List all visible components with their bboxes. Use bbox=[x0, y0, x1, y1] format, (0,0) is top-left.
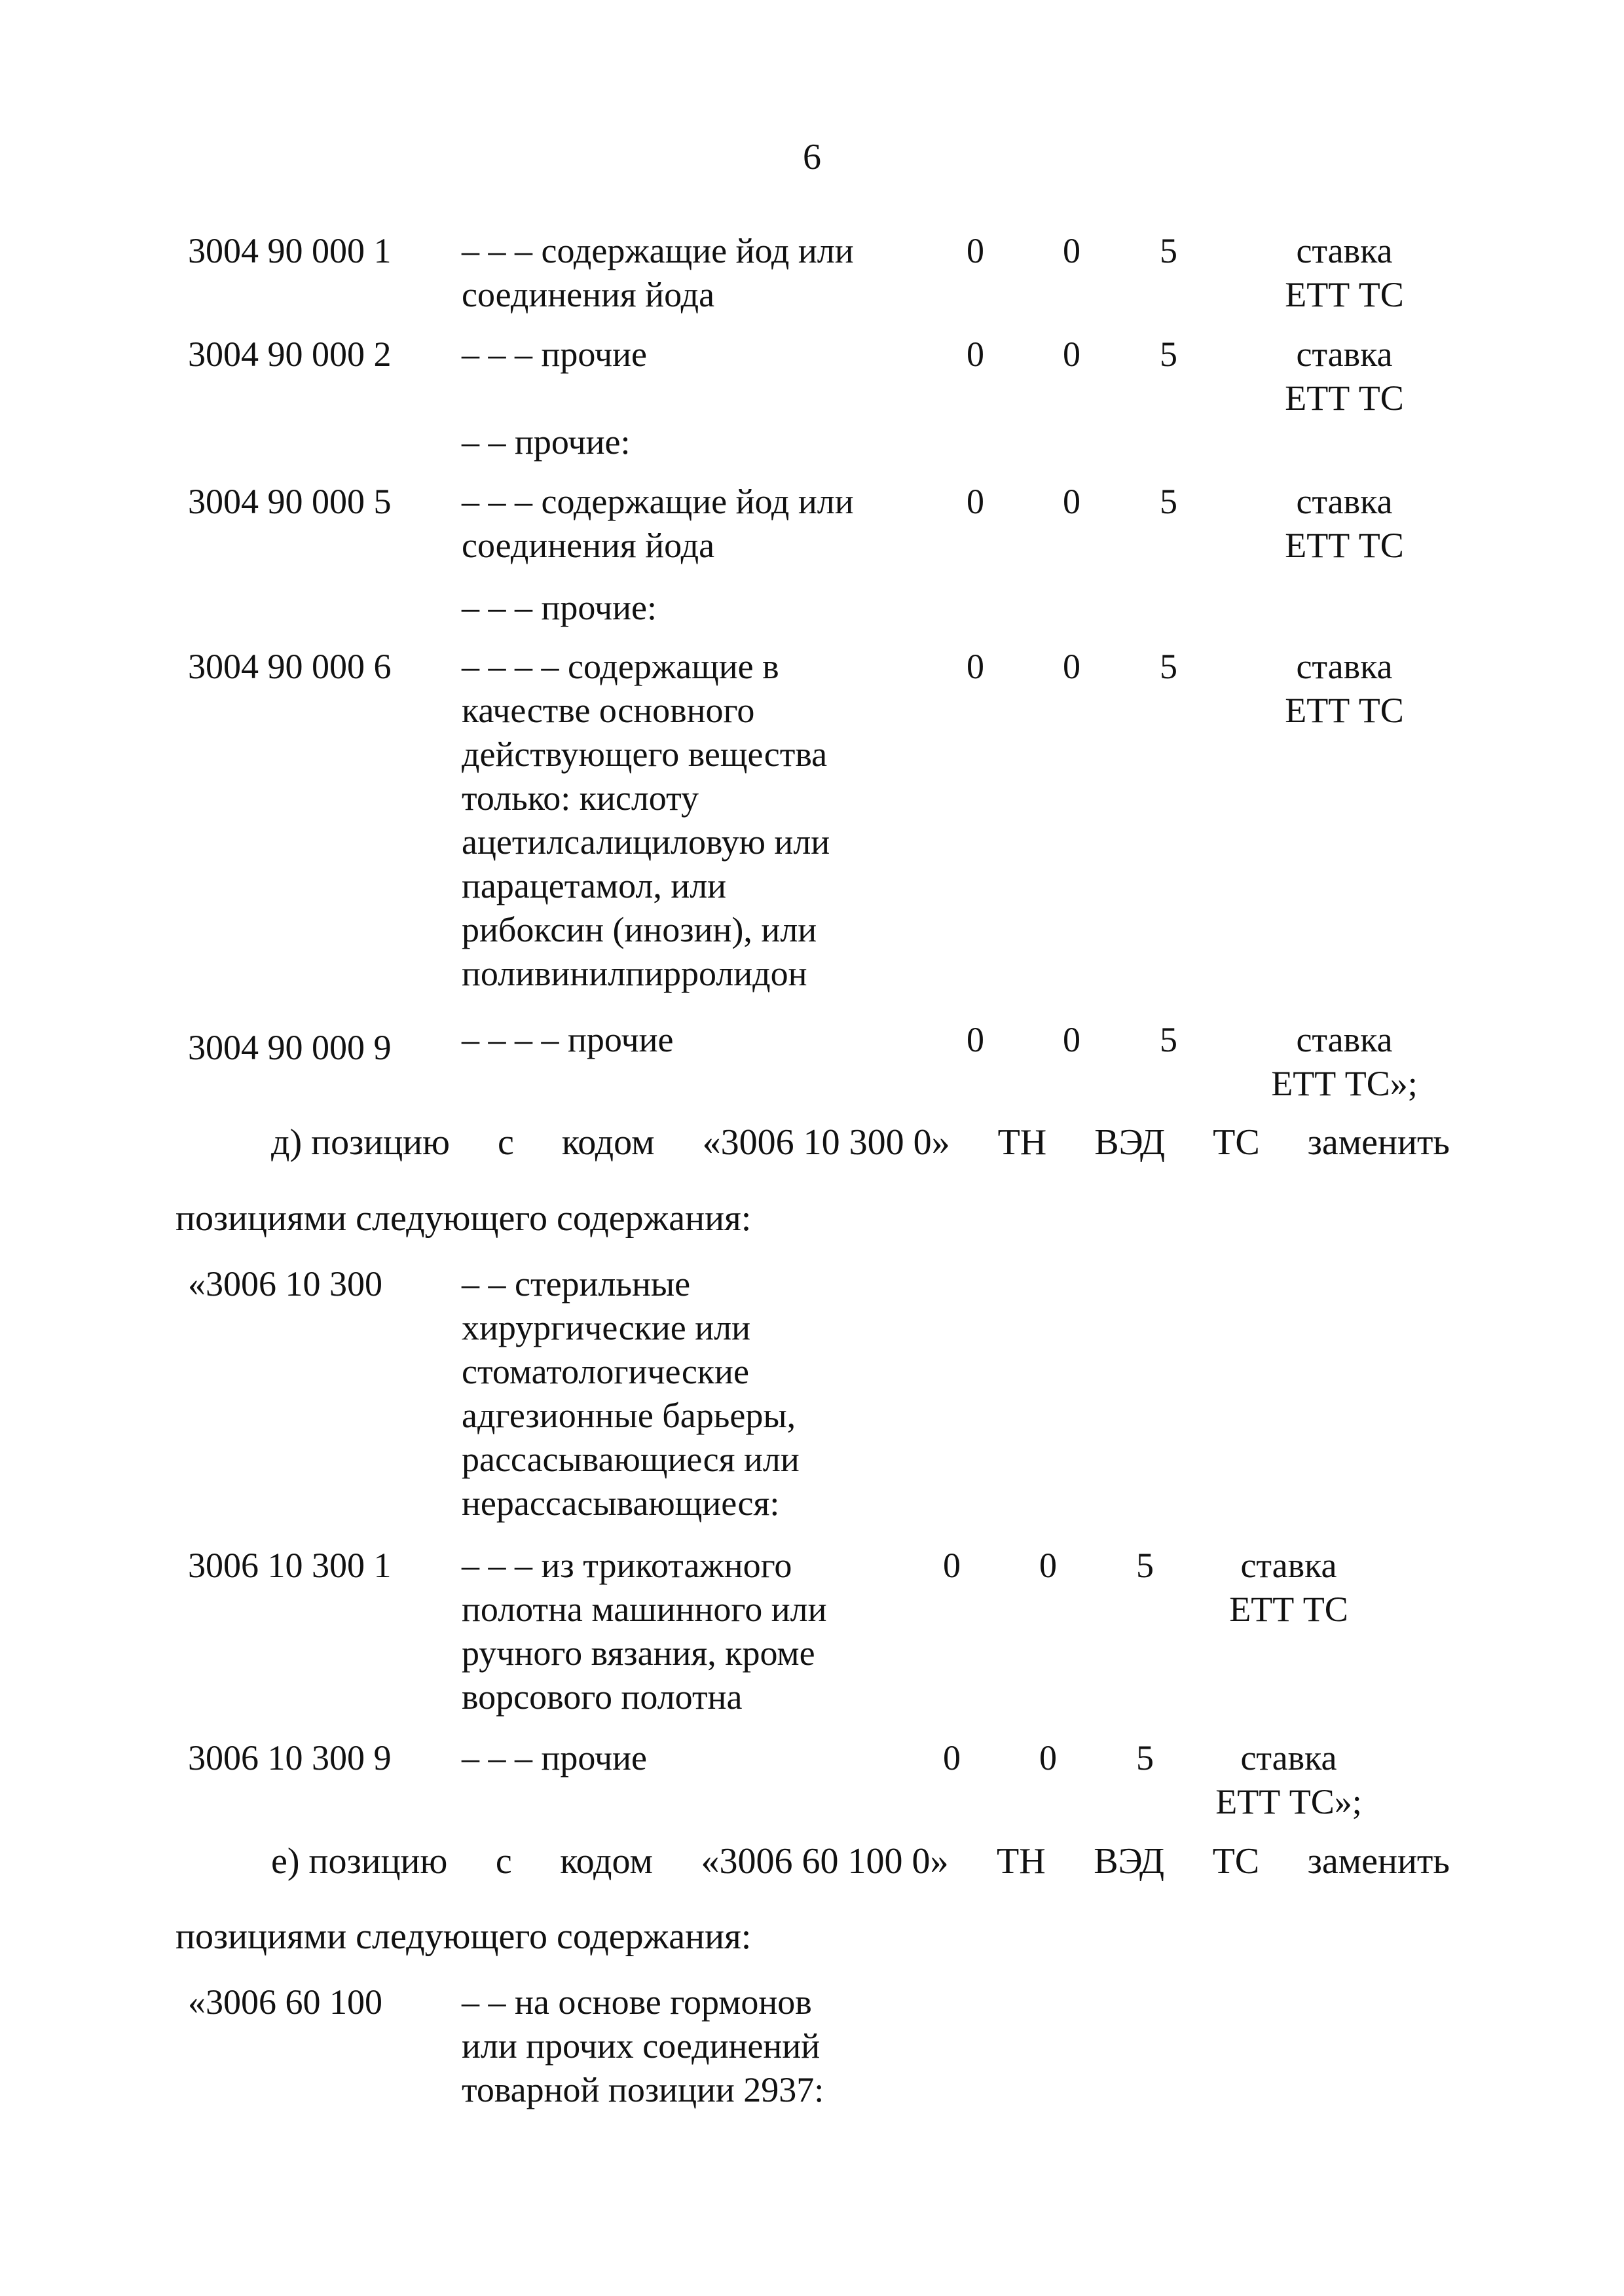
duty-column-2: 0 bbox=[1063, 231, 1080, 270]
goods-description: – – – содержащие йод или соединения йода bbox=[462, 482, 854, 565]
tariff-code: 3004 90 000 2 bbox=[188, 335, 392, 374]
goods-description: – – прочие: bbox=[462, 422, 631, 462]
duty-column-3: 5 bbox=[1136, 1738, 1154, 1777]
amendment-paragraph-d: д) позицию с кодом «3006 10 300 0» ТН ВЭД ТС заменить bbox=[271, 1122, 1450, 1163]
amendment-paragraph-e: е) позицию с кодом «3006 60 100 0» ТН ВЭД ТС заменить bbox=[271, 1841, 1450, 1882]
rate-cell: ставка ЕТТ ТС bbox=[1285, 335, 1404, 418]
goods-description: – – – прочие bbox=[462, 1738, 648, 1777]
tariff-code: «3006 10 300 bbox=[188, 1264, 382, 1303]
rate-cell: ставка ЕТТ ТС bbox=[1285, 482, 1404, 565]
rate-cell: ставка ЕТТ ТС bbox=[1285, 647, 1404, 730]
amendment-paragraph-e-continuation: позициями следующего содержания: bbox=[175, 1916, 752, 1957]
duty-column-1: 0 bbox=[967, 1020, 984, 1059]
duty-column-2: 0 bbox=[1039, 1738, 1057, 1777]
page-number: 6 bbox=[803, 137, 821, 177]
tariff-code: 3004 90 000 9 bbox=[188, 1028, 392, 1067]
duty-column-1: 0 bbox=[967, 335, 984, 374]
duty-column-2: 0 bbox=[1063, 647, 1080, 686]
duty-column-2: 0 bbox=[1063, 1020, 1080, 1059]
duty-column-1: 0 bbox=[967, 647, 984, 686]
amendment-paragraph-d-continuation: позициями следующего содержания: bbox=[175, 1198, 752, 1239]
duty-column-3: 5 bbox=[1160, 482, 1177, 521]
goods-description: – – – содержащие йод или соединения йода bbox=[462, 231, 854, 314]
tariff-code: 3004 90 000 1 bbox=[188, 231, 392, 270]
rate-cell: ставка ЕТТ ТС»; bbox=[1215, 1738, 1362, 1821]
duty-column-2: 0 bbox=[1063, 335, 1080, 374]
duty-column-2: 0 bbox=[1063, 482, 1080, 521]
duty-column-3: 5 bbox=[1160, 1020, 1177, 1059]
rate-cell: ставка ЕТТ ТС bbox=[1229, 1546, 1348, 1629]
duty-column-2: 0 bbox=[1039, 1546, 1057, 1585]
duty-column-3: 5 bbox=[1160, 231, 1177, 270]
duty-column-3: 5 bbox=[1136, 1546, 1154, 1585]
goods-description: – – стерильные хирургические или стоматологические адгезионные барьеры, рассасывающиеся или нерассасывающиеся: bbox=[462, 1264, 800, 1523]
goods-description: – – на основе гормонов или прочих соединений товарной позиции 2937: bbox=[462, 1982, 824, 2109]
goods-description: – – – прочие bbox=[462, 335, 648, 374]
goods-description: – – – прочие: bbox=[462, 588, 657, 627]
duty-column-3: 5 bbox=[1160, 647, 1177, 686]
tariff-code: 3004 90 000 6 bbox=[188, 647, 392, 686]
goods-description: – – – из трикотажного полотна машинного или ручного вязания, кроме ворсового полотна bbox=[462, 1546, 827, 1717]
duty-column-1: 0 bbox=[943, 1738, 961, 1777]
tariff-code: 3006 10 300 9 bbox=[188, 1738, 392, 1777]
tariff-code: 3006 10 300 1 bbox=[188, 1546, 392, 1585]
tariff-code: 3004 90 000 5 bbox=[188, 482, 392, 521]
goods-description: – – – – прочие bbox=[462, 1020, 674, 1059]
duty-column-1: 0 bbox=[943, 1546, 961, 1585]
goods-description: – – – – содержащие в качестве основного действующего вещества только: кислоту ацетилсалициловую или парацетамол, или рибоксин (инозин), или поливинилпирролидон bbox=[462, 647, 830, 993]
tariff-code: «3006 60 100 bbox=[188, 1982, 382, 2022]
duty-column-1: 0 bbox=[967, 231, 984, 270]
rate-cell: ставка ЕТТ ТС bbox=[1285, 231, 1404, 314]
rate-cell: ставка ЕТТ ТС»; bbox=[1271, 1020, 1418, 1103]
duty-column-3: 5 bbox=[1160, 335, 1177, 374]
duty-column-1: 0 bbox=[967, 482, 984, 521]
